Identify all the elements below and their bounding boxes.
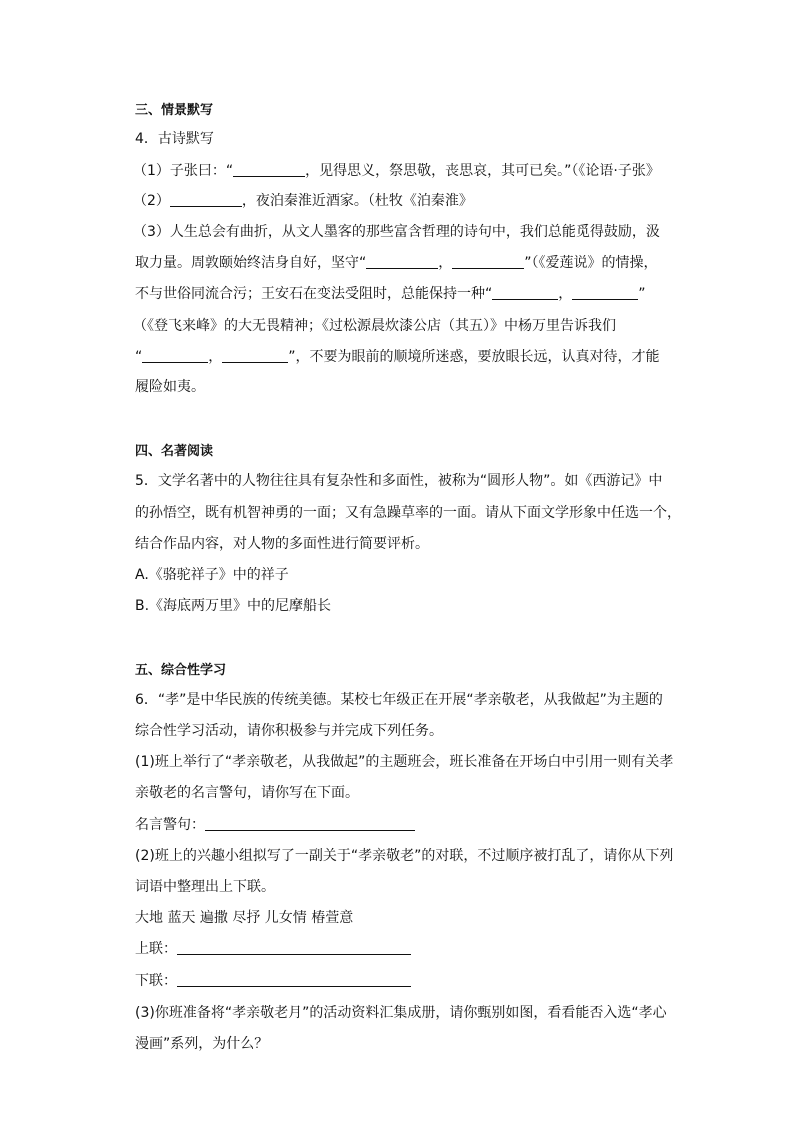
upper-couplet-blank[interactable]	[177, 940, 411, 955]
lower-couplet-blank[interactable]	[177, 972, 411, 987]
question-6-line-1: 6．“孝”是中华民族的传统美德。某校七年级正在开展“孝亲敬老，从我做起”为主题的	[135, 692, 663, 708]
question-5-line-3: 结合作品内容，对人物的多面性进行简要评析。	[135, 536, 429, 552]
question-4-line-4	[135, 253, 658, 273]
couplet-word-list: 大地 蓝天 遍撒 尽抒 儿女情 椿萱意	[135, 910, 354, 926]
fill-blank[interactable]	[170, 192, 242, 207]
text: “	[135, 349, 143, 365]
option-a: A.《骆驼祥子》中的祥子	[135, 567, 289, 583]
question-5-line-1: 5．文学名著中的人物往往具有复杂性和多面性，被称为“圆形人物”。如《西游记》中	[135, 473, 663, 489]
question-6-line-5: (2)班上的兴趣小组拟写了一副关于“孝亲敬老”的对联，不过顺序被打乱了，请你从下列	[135, 848, 674, 864]
lower-couplet-label: 下联：	[135, 973, 177, 989]
text: ，	[438, 255, 453, 271]
text: ，见得思义，祭思敬，丧思哀，其可已矣。”（《论语·子张》	[305, 163, 660, 179]
question-6-line-8: 漫画”系列，为什么？	[135, 1036, 269, 1052]
text: （1）子张曰：“	[133, 163, 234, 179]
quote-line	[135, 815, 415, 835]
fill-blank[interactable]	[233, 162, 305, 177]
fill-blank[interactable]	[222, 348, 288, 363]
text: 不与世俗同流合污；王安石在变法受阻时，总能保持一种“	[135, 286, 493, 302]
section-5-heading: 五、综合性学习	[135, 663, 227, 678]
question-4-line-3: （3）人生总会有曲折，从文人墨客的那些富含哲理的诗句中，我们总能觅得鼓励，汲	[133, 224, 660, 240]
text: 取力量。周敦颐始终洁身自好，坚守“	[135, 255, 367, 271]
text: ，夜泊秦淮近酒家。（杜牧《泊秦淮》	[241, 193, 473, 209]
text: ”	[638, 286, 646, 302]
quote-answer-blank[interactable]	[205, 816, 415, 831]
question-6-line-6: 词语中整理出上下联。	[135, 879, 275, 895]
question-4-line-2	[133, 191, 473, 211]
question-6-line-2: 综合性学习活动，请你积极参与并完成下列任务。	[135, 723, 443, 739]
text: ”（《爱莲说》的情操，	[524, 255, 658, 271]
question-6-line-7: (3)你班准备将“孝亲敬老月”的活动资料汇集成册，请你甄别如图，看看能否入选“孝心	[135, 1005, 667, 1021]
question-4-line-8: 履险如夷。	[135, 379, 205, 395]
question-4-line-7	[135, 347, 660, 367]
section-4-heading: 四、名著阅读	[135, 444, 214, 459]
lower-couplet-line	[135, 971, 411, 991]
question-4-line-6: （《登飞来峰》的大无畏精神；《过松源晨炊漆公店（其五）》中杨万里告诉我们	[133, 318, 616, 334]
upper-couplet-label: 上联：	[135, 941, 177, 957]
text: （2）	[133, 193, 170, 209]
fill-blank[interactable]	[452, 254, 524, 269]
fill-blank[interactable]	[492, 285, 558, 300]
option-b: B.《海底两万里》中的尼摩船长	[135, 598, 332, 614]
section-3-heading: 三、情景默写	[135, 103, 214, 118]
question-4-line-1	[133, 161, 660, 181]
fill-blank[interactable]	[142, 348, 208, 363]
question-5-line-2: 的孙悟空，既有机智神勇的一面；又有急躁草率的一面。请从下面文学形象中任选一个，	[135, 505, 681, 521]
question-6-line-3: (1)班上举行了“孝亲敬老，从我做起”的主题班会，班长准备在开场白中引用一则有关孝	[135, 754, 674, 770]
upper-couplet-line	[135, 939, 411, 959]
fill-blank[interactable]	[572, 285, 638, 300]
text: ，	[558, 286, 573, 302]
text: ”，不要为眼前的顺境所迷惑，要放眼长远，认真对待，才能	[288, 349, 660, 365]
question-6-line-4: 亲敬老的名言警句，请你写在下面。	[135, 785, 359, 801]
question-4-line-5	[135, 284, 646, 304]
fill-blank[interactable]	[366, 254, 438, 269]
quote-label: 名言警句：	[135, 817, 205, 833]
question-4-title: 4．古诗默写	[135, 131, 214, 147]
text: ，	[208, 349, 223, 365]
